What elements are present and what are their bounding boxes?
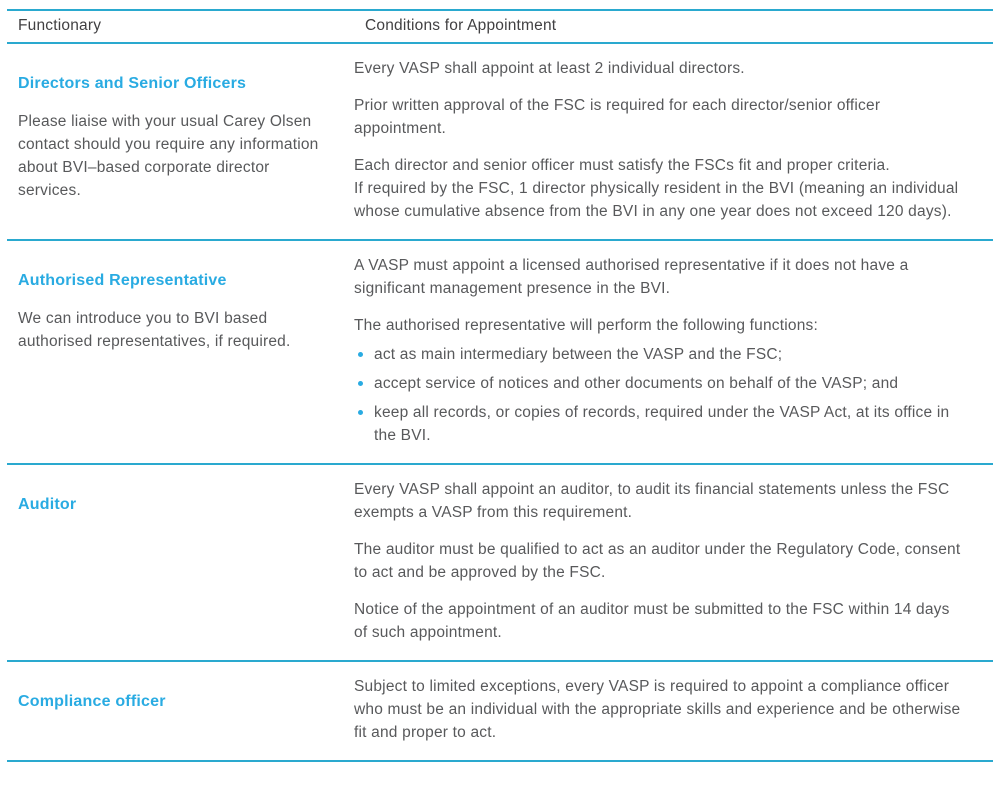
table-row-directors [7,44,993,241]
functionary-cell [7,662,354,760]
bullet-icon [358,410,363,415]
list-item [354,401,965,447]
column-header-functionary: Functionary [18,17,102,34]
condition-paragraph: The auditor must be qualified to act as an auditor under the Regulatory Code, consent to act and be approved by the FSC. [354,541,961,581]
functionary-note: We can introduce you to BVI based authorised representatives, if required. [18,310,291,350]
conditions-cell [354,662,993,760]
functionary-note: Please liaise with your usual Carey Olsen contact should you require any information about BVI–based corporate director services. [18,113,319,199]
list-item [354,343,965,366]
functionary-conditions-table [7,9,993,762]
functionary-title: Compliance officer [18,693,166,710]
functionary-title: Authorised Representative [18,272,227,289]
functionary-cell [7,465,354,660]
table-row-compliance-officer [7,662,993,762]
list-item [354,372,965,395]
conditions-cell [354,465,993,660]
bullet-text: keep all records, or copies of records, required under the VASP Act, at its office in the BVI. [374,404,950,444]
condition-paragraph: Prior written approval of the FSC is required for each director/senior officer appointment. [354,97,881,137]
condition-paragraph: Notice of the appointment of an auditor must be submitted to the FSC within 14 days of such appointment. [354,601,950,641]
condition-paragraph: Every VASP shall appoint an auditor, to audit its financial statements unless the FSC exempts a VASP from this requirement. [354,481,950,521]
condition-paragraph: If required by the FSC, 1 director physically resident in the BVI (meaning an individual whose cumulative absence from the BVI in any one year does not exceed 120 days). [354,180,959,220]
bullet-icon [358,352,363,357]
table-row-auditor [7,465,993,662]
condition-paragraph: Each director and senior officer must satisfy the FSCs fit and proper criteria. [354,157,890,174]
conditions-cell [354,241,993,463]
bullet-text: accept service of notices and other documents on behalf of the VASP; and [374,375,899,392]
conditions-bullet-list [354,343,965,447]
functionary-cell [7,241,354,463]
table-row-authorised-representative [7,241,993,465]
functionary-cell [7,44,354,239]
column-header-conditions: Conditions for Appointment [365,17,557,34]
bullet-text: act as main intermediary between the VASP and the FSC; [374,346,783,363]
conditions-cell [354,44,993,239]
functionary-title: Auditor [18,496,77,513]
functionary-title: Directors and Senior Officers [18,75,247,92]
condition-paragraph: A VASP must appoint a licensed authorised representative if it does not have a significant management presence in the BVI. [354,257,909,297]
table-header-row [7,9,993,44]
condition-paragraph: Every VASP shall appoint at least 2 individual directors. [354,60,745,77]
condition-paragraph: Subject to limited exceptions, every VASP is required to appoint a compliance officer who must be an individual with the appropriate skills and experience and be otherwise fit and proper to act. [354,678,961,741]
bullet-icon [358,381,363,386]
condition-paragraph: The authorised representative will perform the following functions: [354,317,818,334]
